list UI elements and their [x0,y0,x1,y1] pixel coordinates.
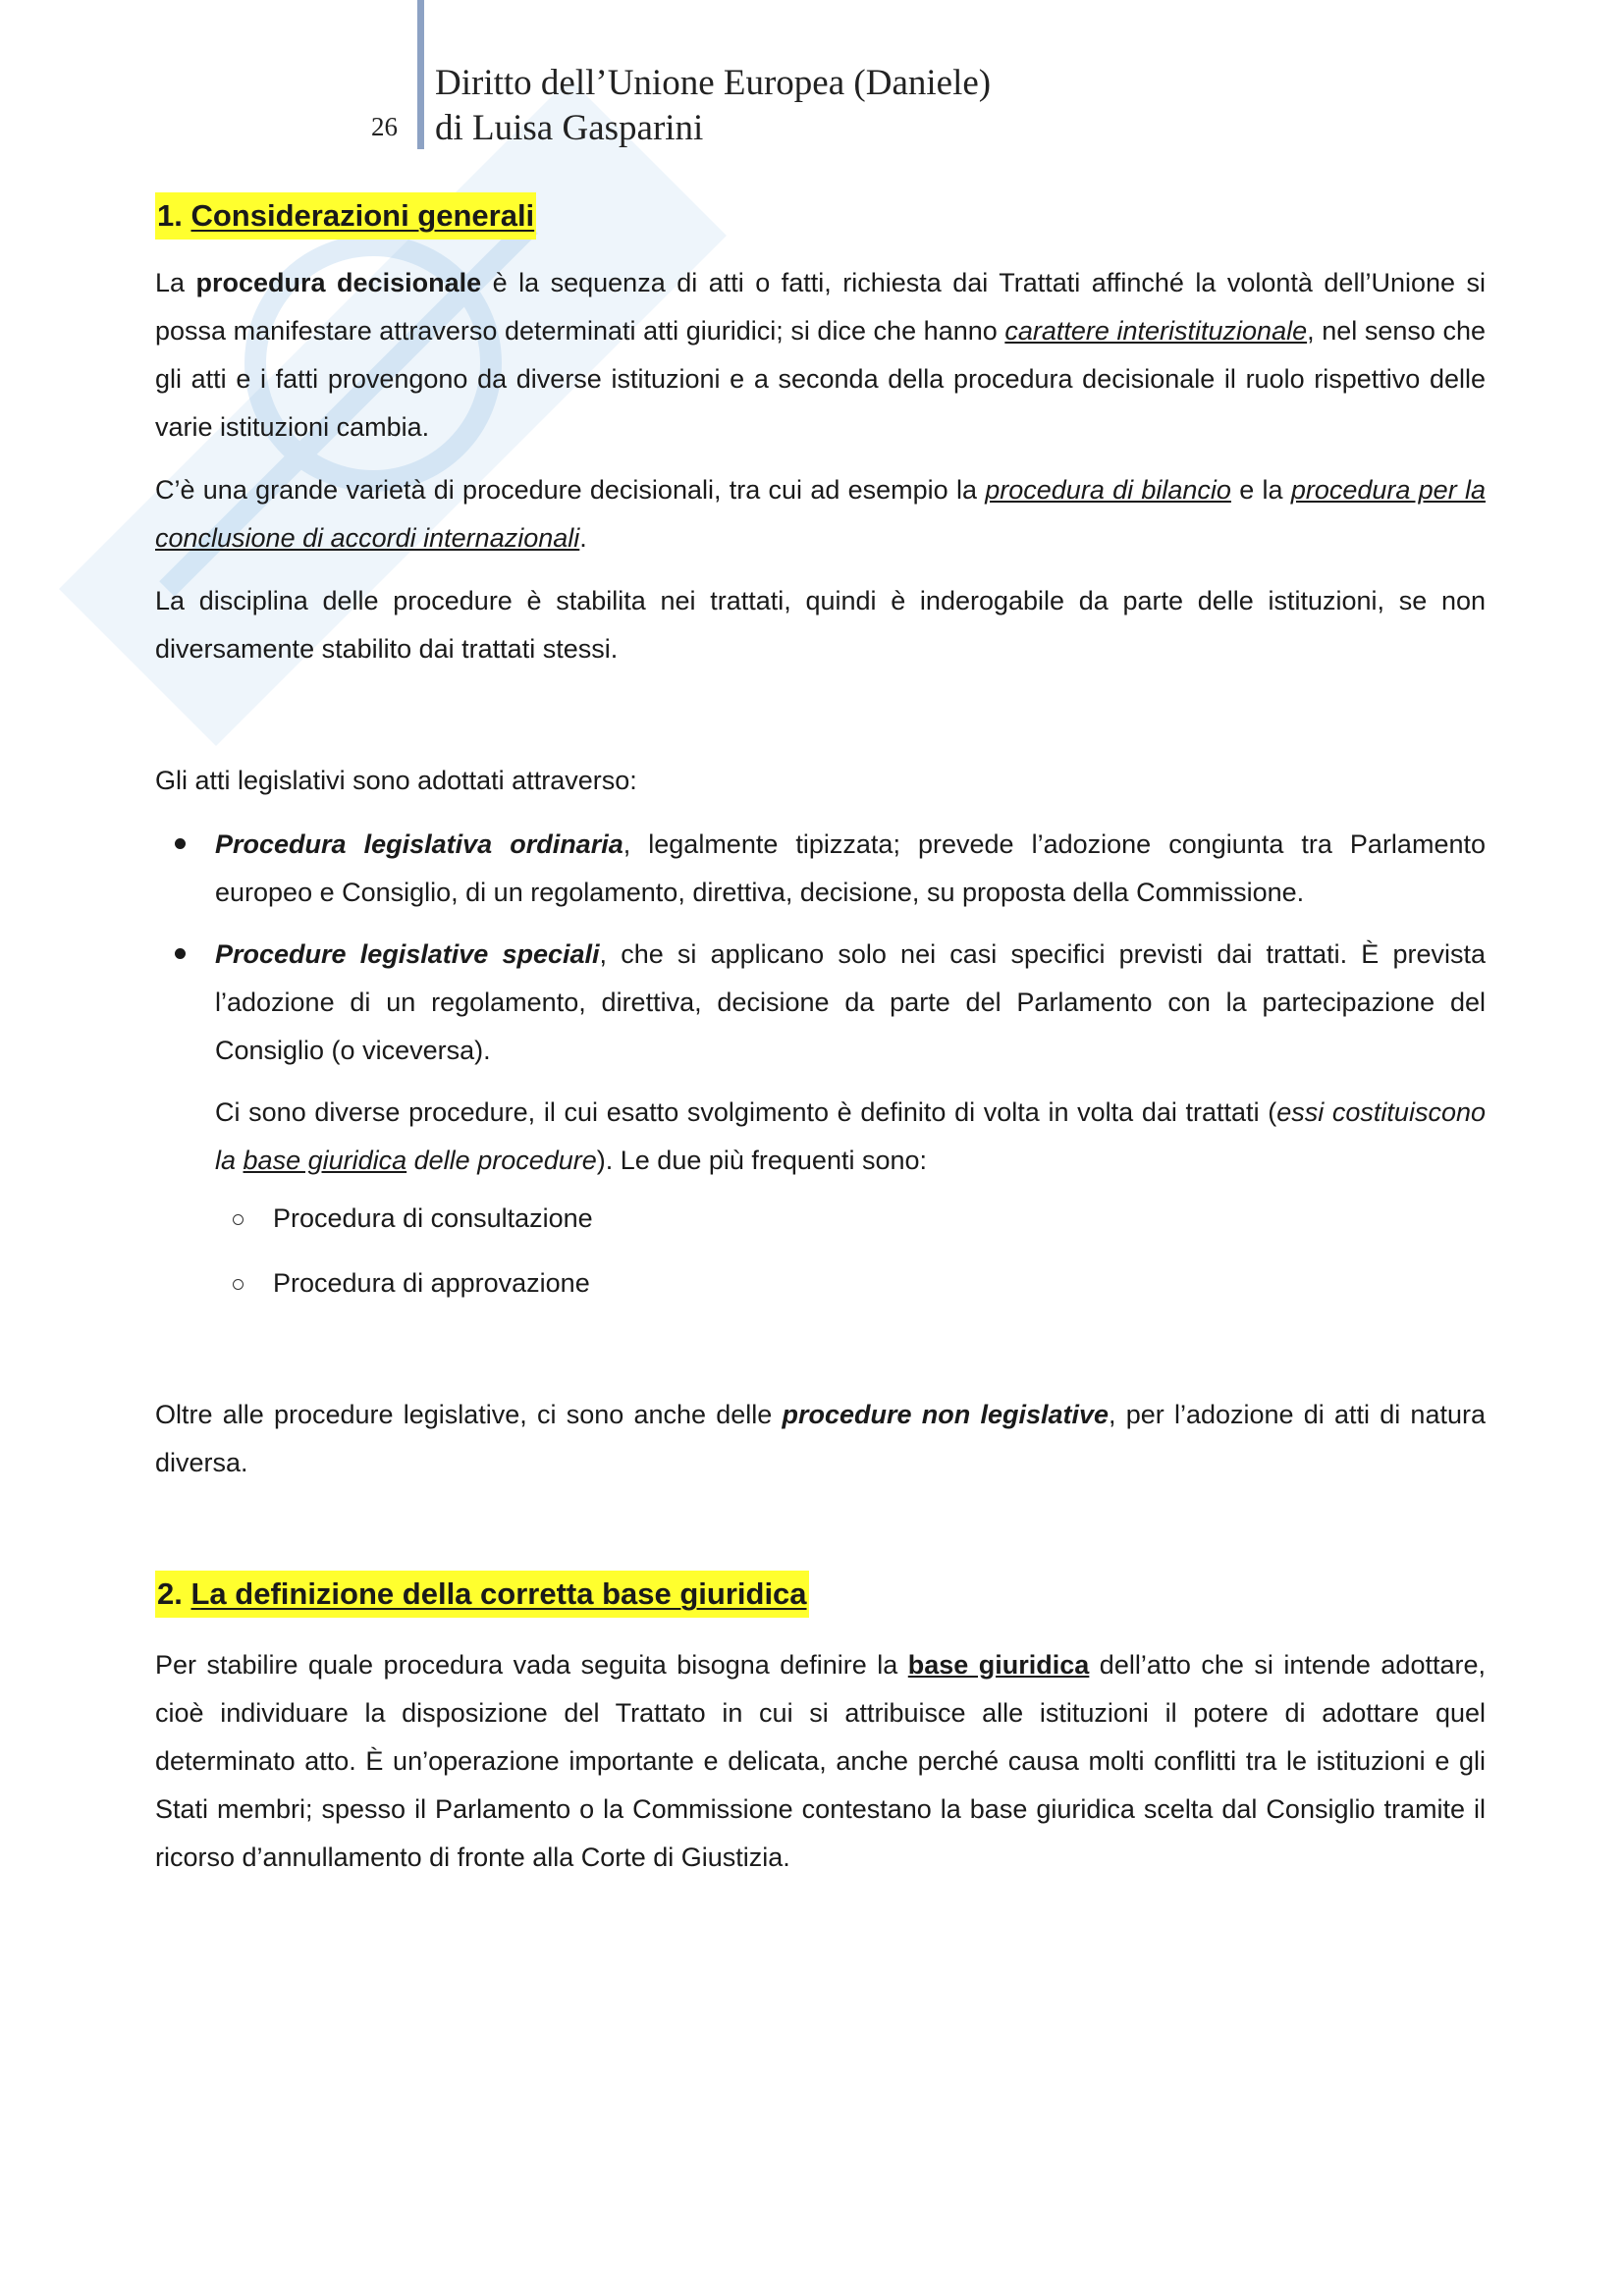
document-title-line2: di Luisa Gasparini [435,108,704,148]
paragraph-varieta-procedure: C’è una grande varietà di procedure decisionali, tra cui ad esempio la procedura di bilancio e la procedura per la conclusione di accordi internazionali. [155,475,1486,553]
section1-title: Considerazioni generali [190,198,535,233]
section1-number: 1. [157,198,183,233]
paragraph-procedura-decisionale: La procedura decisionale è la sequenza di atti o fatti, richiesta dai Trattati affinché la volontà dell’Unione si possa manifestare attraverso determinati atti giuridici; si dice che hanno carattere interistituzionale, nel senso che gli atti e i fatti provengono da diverse istituzioni e a seconda della procedura decisionale il ruolo rispettivo delle varie istituzioni cambia. [155,268,1487,442]
list-item: Procedura legislativa ordinaria, legalmente tipizzata; prevede l’adozione congiunta tra Parlamento europeo e Consiglio, di un regolamento, direttiva, decisione, su proposta della Commissione. [155,821,1486,917]
circle-bullet-icon [233,1279,244,1290]
paragraph-base-giuridica: Per stabilire quale procedura vada seguita bisogna definire la base giuridica dell’atto che si intende adottare, cioè individuare la disposizione del Trattato in cui si attribuisce alle istituzioni il potere di adottare quel determinato atto. È un’operazione importante e delicata, anche perché causa molti conflitti tra le istituzioni e gli Stati membri; spesso il Parlamento o la Commissione contestano la base giuridica scelta dal Consiglio tramite il ricorso d’annullamento di fronte alla Corte di Giustizia. [155,1650,1486,1872]
paragraph-atti-legislativi: Gli atti legislativi sono adottati attraverso: [155,766,637,795]
paragraph-procedure-non-legislative: Oltre alle procedure legislative, ci sono anche delle procedure non legislative, per l’adozione di atti di natura diversa. [155,1400,1486,1477]
header-rule [417,0,424,149]
bullet-icon [175,948,186,959]
document-title-line1: Diritto dell’Unione Europea (Daniele) [435,63,992,103]
section2-number: 2. [157,1576,183,1611]
bullet-list [155,821,1486,1075]
section1-heading [155,192,536,240]
sub-list-item: Procedura di approvazione [155,1259,1486,1324]
paragraph-diverse-procedure: Ci sono diverse procedure, il cui esatto svolgimento è definito di volta in volta dai trattati (essi costituiscono la base giuridica delle procedure). Le due più frequenti sono: [215,1097,1486,1175]
document-title [435,61,991,151]
section2-heading [155,1571,809,1618]
page-number: 26 [371,112,398,141]
section2-title: La definizione della corretta base giuridica [190,1576,807,1611]
bullet-icon [175,838,186,849]
sub-list-item: Procedura di consultazione [155,1195,1486,1259]
sub-list [155,1195,1486,1324]
page-content [155,192,1486,1882]
circle-bullet-icon [233,1214,244,1225]
list-item: Procedure legislative speciali, che si applicano solo nei casi specifici previsti dai trattati. È prevista l’adozione di un regolamento, direttiva, decisione da parte del Parlamento con la partecipazione del Consiglio (o viceversa). [155,931,1486,1075]
paragraph-disciplina: La disciplina delle procedure è stabilita nei trattati, quindi è inderogabile da parte delle istituzioni, se non diversamente stabilito dai trattati stessi. [155,586,1486,664]
